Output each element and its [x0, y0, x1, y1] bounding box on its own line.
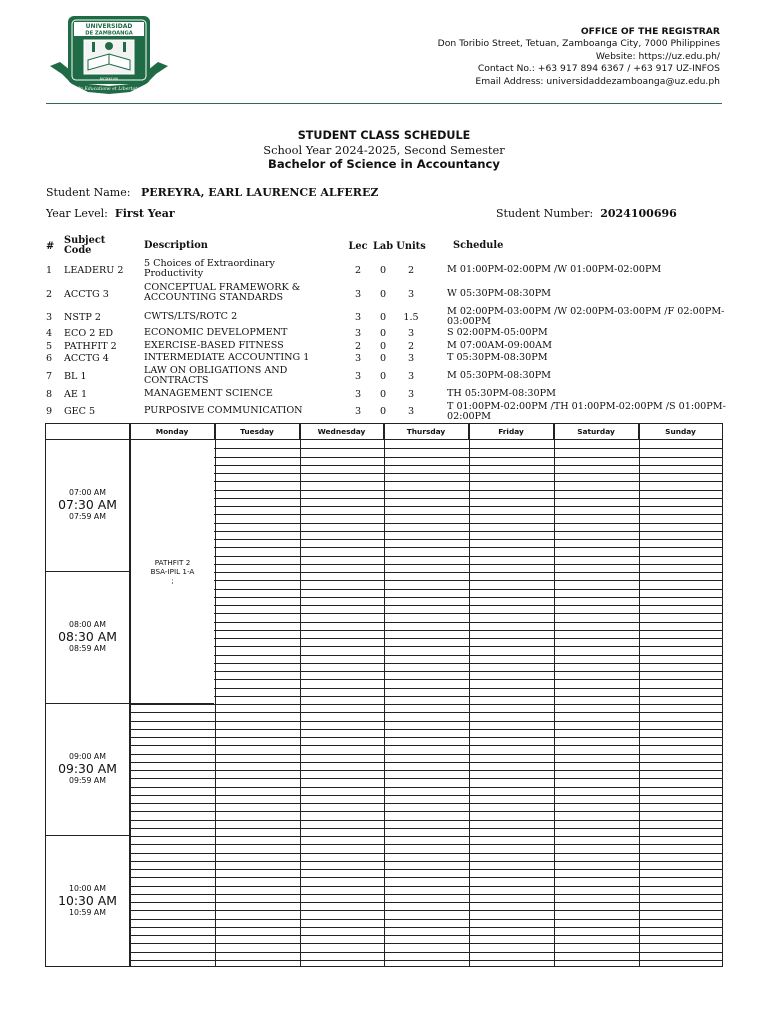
grid-hline — [130, 630, 722, 631]
grid-hline — [130, 894, 722, 895]
subject-code: PATHFIT 2 — [64, 341, 117, 352]
subject-code: GEC 5 — [64, 406, 96, 417]
subject-units: 3 — [407, 353, 415, 364]
grid-hline — [130, 844, 722, 845]
subject-schedule: T 01:00PM-02:00PM /TH 01:00PM-02:00PM /S 01:00PM-02:00PM — [447, 401, 726, 423]
subject-schedule: M 01:00PM-02:00PM /W 01:00PM-02:00PM — [447, 264, 662, 275]
subject-units: 1.5 — [403, 312, 419, 323]
grid-hline — [130, 481, 722, 482]
subject-lab: 0 — [379, 341, 387, 352]
grid-hline — [130, 671, 722, 672]
grid-hline — [130, 539, 722, 540]
class-block-code: PATHFIT 2 — [154, 558, 191, 567]
slot-mid: 10:30 AM — [58, 893, 117, 908]
subject-no: 8 — [46, 389, 53, 400]
grid-hline — [130, 572, 722, 573]
grid-hline — [130, 853, 722, 854]
subject-lec: 3 — [354, 328, 362, 339]
subject-units: 3 — [407, 406, 415, 417]
slot-start: 10:00 AM — [68, 884, 106, 893]
grid-hline — [130, 448, 722, 449]
col-units-header: Units — [396, 241, 426, 252]
subject-lab: 0 — [379, 312, 387, 323]
day-header-thursday: Thursday — [384, 424, 469, 440]
slot-mid: 07:30 AM — [58, 497, 117, 512]
grid-hline — [130, 762, 722, 763]
student-name-label: Student Name: — [46, 186, 131, 199]
grid-hline — [130, 803, 722, 804]
subject-no: 4 — [46, 328, 53, 339]
subject-lab: 0 — [379, 328, 387, 339]
student-name-line — [46, 186, 378, 199]
subject-no: 9 — [46, 406, 53, 417]
grid-hline — [130, 646, 722, 647]
day-header-wednesday: Wednesday — [300, 424, 384, 440]
svg-text:In Educatione et Libertate: In Educatione et Libertate — [78, 87, 140, 92]
svg-text:MCMXLVIII: MCMXLVIII — [99, 77, 119, 81]
class-block-room: ; — [171, 576, 174, 585]
grid-hline — [130, 861, 722, 862]
subject-desc: INTERMEDIATE ACCOUNTING 1 — [144, 352, 310, 363]
grid-hline — [130, 902, 722, 903]
subject-desc: EXERCISE-BASED FITNESS — [144, 340, 284, 351]
col-desc-header: Description — [144, 240, 208, 251]
grid-hline — [130, 877, 722, 878]
subject-code: ACCTG 4 — [64, 353, 109, 364]
subject-desc: ECONOMIC DEVELOPMENT — [144, 327, 288, 338]
grid-hline — [130, 564, 722, 565]
grid-hline — [130, 795, 722, 796]
grid-hline — [130, 811, 722, 812]
subject-lab: 0 — [379, 353, 387, 364]
subject-lec: 3 — [354, 289, 362, 300]
subject-schedule: M 02:00PM-03:00PM /W 02:00PM-03:00PM /F 02:00PM-03:00PM — [447, 306, 725, 328]
grid-hline — [130, 688, 722, 689]
grid-hline — [130, 589, 722, 590]
school-year: School Year 2024-2025, Second Semester — [263, 143, 505, 157]
subject-schedule: M 05:30PM-08:30PM — [447, 370, 551, 381]
subject-schedule: TH 05:30PM-08:30PM — [447, 388, 556, 399]
subject-lec: 2 — [354, 341, 362, 352]
grid-hline — [130, 473, 722, 474]
grid-hline — [130, 622, 722, 623]
year-level: First Year — [114, 207, 175, 220]
subject-units: 3 — [407, 371, 415, 382]
document-title: STUDENT CLASS SCHEDULE — [297, 129, 471, 142]
weekly-timetable — [45, 423, 723, 967]
slot-end: 10:59 AM — [68, 908, 106, 917]
office-contact: Contact No.: +63 917 894 6367 / +63 917 UZ-INFOS — [477, 63, 720, 75]
slot-end: 09:59 AM — [68, 776, 106, 785]
grid-hline — [130, 943, 722, 944]
subject-code: ECO 2 ED — [64, 328, 114, 339]
subject-no: 5 — [46, 341, 53, 352]
time-column-header — [46, 424, 130, 440]
subject-units: 2 — [407, 341, 415, 352]
grid-hline — [130, 547, 722, 548]
subject-lab: 0 — [379, 406, 387, 417]
subject-desc: MANAGEMENT SCIENCE — [144, 388, 273, 399]
grid-hline — [130, 556, 722, 557]
year-level-line — [46, 207, 175, 220]
time-slot — [46, 440, 130, 572]
subject-desc: 5 Choices of Extraordinary Productivity — [144, 258, 275, 280]
grid-hline — [130, 927, 722, 928]
subject-lab: 0 — [379, 289, 387, 300]
grid-hline — [130, 787, 722, 788]
slot-start: 08:00 AM — [68, 620, 106, 629]
grid-hline — [130, 679, 722, 680]
col-schedule-header: Schedule — [453, 240, 504, 251]
subject-schedule: W 05:30PM-08:30PM — [447, 288, 552, 299]
grid-hline — [130, 663, 722, 664]
student-name: PEREYRA, EARL LAURENCE ALFEREZ — [140, 186, 379, 199]
subject-units: 3 — [407, 389, 415, 400]
subject-no: 2 — [46, 289, 53, 300]
grid-hline — [130, 910, 722, 911]
grid-hline — [130, 869, 722, 870]
col-lab-header: Lab — [372, 241, 394, 252]
slot-start: 07:00 AM — [68, 488, 106, 497]
svg-text:UNIVERSIDAD: UNIVERSIDAD — [85, 23, 133, 30]
header-divider — [46, 103, 722, 104]
grid-hline — [130, 514, 722, 515]
subject-no: 1 — [46, 265, 53, 276]
office-address: Don Toribio Street, Tetuan, Zamboanga City, 7000 Philippines — [437, 38, 720, 50]
subject-code: ACCTG 3 — [64, 289, 109, 300]
grid-hline — [130, 836, 722, 837]
subject-code: LEADERU 2 — [64, 265, 124, 276]
grid-hline — [130, 613, 722, 614]
subject-desc: PURPOSIVE COMMUNICATION — [144, 405, 303, 416]
grid-hline — [130, 886, 722, 887]
subject-no: 7 — [46, 371, 53, 382]
grid-hline — [130, 490, 722, 491]
slot-end: 07:59 AM — [68, 512, 106, 521]
year-level-label: Year Level: — [46, 207, 108, 220]
day-header-friday: Friday — [469, 424, 554, 440]
grid-hline — [130, 506, 722, 507]
subject-code: AE 1 — [64, 389, 88, 400]
subject-desc: CONCEPTUAL FRAMEWORK & ACCOUNTING STANDARDS — [144, 282, 301, 304]
grid-hline — [130, 754, 722, 755]
day-header-tuesday: Tuesday — [215, 424, 300, 440]
day-header-monday: Monday — [130, 424, 215, 440]
subject-desc: LAW ON OBLIGATIONS AND CONTRACTS — [144, 365, 288, 387]
grid-hline — [130, 580, 722, 581]
grid-hline — [130, 721, 722, 722]
class-block-pathfit-2[interactable] — [131, 440, 214, 704]
subject-units: 3 — [407, 328, 415, 339]
time-slot — [46, 836, 130, 966]
day-header-saturday: Saturday — [554, 424, 639, 440]
grid-hline — [130, 770, 722, 771]
subject-lab: 0 — [379, 389, 387, 400]
class-block-section: BSA-IPIL 1-A — [150, 567, 195, 576]
program-name: Bachelor of Science in Accountancy — [268, 157, 500, 171]
grid-hline — [130, 597, 722, 598]
subject-lec: 3 — [354, 353, 362, 364]
grid-hline — [130, 465, 722, 466]
col-lec-header: Lec — [348, 241, 368, 252]
slot-start: 09:00 AM — [68, 752, 106, 761]
office-website[interactable]: Website: https://uz.edu.ph/ — [595, 50, 720, 62]
svg-text:DE ZAMBOANGA: DE ZAMBOANGA — [85, 30, 133, 37]
subject-lec: 3 — [354, 406, 362, 417]
subject-no: 6 — [46, 353, 53, 364]
student-number-label: Student Number: — [496, 207, 594, 220]
grid-hline — [130, 498, 722, 499]
grid-hline — [130, 778, 722, 779]
grid-hline — [130, 729, 722, 730]
grid-hline — [130, 638, 722, 639]
slot-end: 08:59 AM — [68, 644, 106, 653]
grid-hline — [130, 523, 722, 524]
grid-hline — [130, 531, 722, 532]
subject-no: 3 — [46, 312, 53, 323]
subject-units: 2 — [407, 265, 415, 276]
col-no-header: # — [46, 241, 55, 252]
subject-schedule: M 07:00AM-09:00AM — [447, 340, 552, 351]
slot-mid: 09:30 AM — [58, 761, 117, 776]
office-email[interactable]: Email Address: universidaddezamboanga@uz.edu.ph — [475, 75, 720, 87]
day-header-sunday: Sunday — [639, 424, 722, 440]
registrar-contact-block — [360, 26, 720, 88]
subject-units: 3 — [407, 289, 415, 300]
subject-lab: 0 — [379, 265, 387, 276]
grid-hline — [130, 952, 722, 953]
subject-desc: CWTS/LTS/ROTC 2 — [144, 311, 238, 322]
grid-hline — [130, 960, 722, 961]
student-number-line — [496, 207, 677, 220]
student-number: 2024100696 — [600, 207, 677, 220]
grid-hline — [130, 820, 722, 821]
grid-hline — [130, 737, 722, 738]
grid-hline — [130, 457, 722, 458]
subject-schedule: S 02:00PM-05:00PM — [447, 327, 548, 338]
grid-hline — [130, 704, 722, 705]
subject-lec: 2 — [354, 265, 362, 276]
time-slot — [46, 572, 130, 704]
slot-mid: 08:30 AM — [58, 629, 117, 644]
time-slot — [46, 704, 130, 836]
grid-hline — [130, 935, 722, 936]
grid-hline — [130, 828, 722, 829]
grid-hline — [130, 919, 722, 920]
university-logo — [48, 14, 170, 94]
subject-lec: 3 — [354, 389, 362, 400]
subject-code: BL 1 — [64, 371, 87, 382]
grid-hline — [130, 655, 722, 656]
grid-hline — [130, 696, 722, 697]
subject-lec: 3 — [354, 312, 362, 323]
col-code-header: Subject Code — [64, 235, 106, 257]
subject-lec: 3 — [354, 371, 362, 382]
office-title: OFFICE OF THE REGISTRAR — [580, 26, 720, 37]
grid-hline — [130, 605, 722, 606]
grid-hline — [130, 712, 722, 713]
grid-hline — [130, 745, 722, 746]
subject-code: NSTP 2 — [64, 312, 101, 323]
subject-schedule: T 05:30PM-08:30PM — [447, 352, 548, 363]
subject-lab: 0 — [379, 371, 387, 382]
